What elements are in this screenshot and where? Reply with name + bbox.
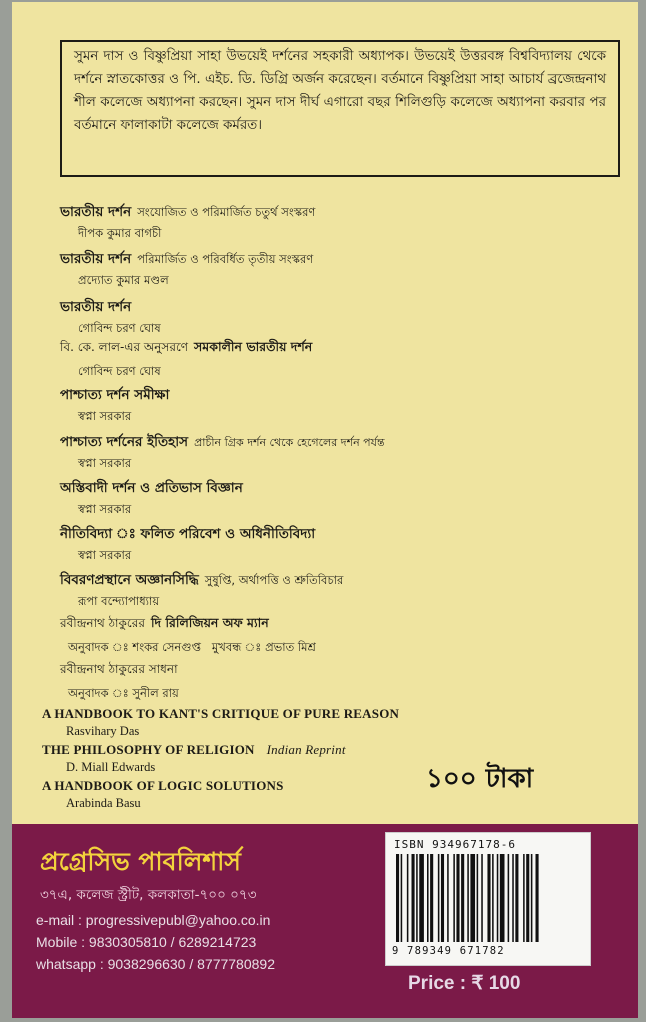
book-subtitle: সুষুপ্তি, অর্থাপত্তি ও শ্রুতিবিচার — [204, 573, 344, 587]
book-title: অস্তিবাদী দর্শন ও প্রতিভাস বিজ্ঞান — [60, 480, 243, 496]
english-book-title: A HANDBOOK OF LOGIC SOLUTIONS — [42, 778, 284, 793]
book-item — [60, 296, 131, 319]
book-title: সমকালীন ভারতীয় দর্শন — [194, 339, 313, 354]
book-title: পাশ্চাত্য দর্শন সমীক্ষা — [60, 387, 170, 403]
book-subtitle: পরিমার্জিত ও পরিবর্ধিত তৃতীয় সংস্করণ — [137, 252, 314, 266]
book-title: দি রিলিজিয়ন অফ ম্যান — [150, 615, 269, 630]
book-title: পাশ্চাত্য দর্শনের ইতিহাস — [60, 434, 189, 450]
book-prefix: রবীন্দ্রনাথ ঠাকুরের — [60, 616, 145, 630]
english-book-note: Indian Reprint — [266, 742, 346, 757]
book-item — [60, 661, 178, 681]
book-author: স্বপ্না সরকার — [78, 409, 132, 423]
book-item — [60, 569, 343, 592]
book-author: স্বপ্না সরকার — [78, 502, 132, 516]
book-author: প্রদ্যোত কুমার মণ্ডল — [78, 273, 169, 287]
book-item — [60, 431, 385, 454]
book-author: অনুবাদক ঃ সুনীল রায় — [68, 686, 179, 700]
publisher-whatsapp: whatsapp : 9038296630 / 8777780892 — [36, 956, 275, 972]
publisher-name: প্রগ্রেসিভ পাবলিশার্স — [40, 847, 241, 876]
publisher-address: ৩৭এ, কলেজ স্ট্রীট, কলকাতা-৭০০ ০৭৩ — [40, 887, 257, 903]
barcode-icon — [392, 854, 584, 944]
book-author: রূপা বন্দ্যোপাধ্যায় — [78, 594, 160, 608]
english-book-author: Arabinda Basu — [66, 796, 141, 810]
publisher-mobile: Mobile : 9830305810 / 6289214723 — [36, 934, 257, 950]
book-title: ভারতীয় দর্শন — [60, 299, 132, 315]
isbn-barcode — [385, 832, 591, 966]
book-author: গোবিন্দ চরণ ঘোষ — [78, 321, 161, 335]
author-bio-box: সুমন দাস ও বিষ্ণুপ্রিয়া সাহা উভয়েই দর্শনের সহকারী অধ্যাপক। উভয়েই উত্তরবঙ্গ বিশ্ববিদ্যালয় থেকে দর্শনে স্নাতকোত্তর ও পি. এইচ. ডি. ডিগ্রি অর্জন করেছেন। বর্তমানে বিষ্ণুপ্রিয়া সাহা আচার্য ব্রজেন্দ্রনাথ শীল কলেজে অধ্যাপনা করছেন। সুমন দাস দীর্ঘ এগারো বছর শিলিগুড়ি কলেজে অধ্যাপনা করবার পর বর্তমানে ফালাকাটা কলেজে কর্মরত। — [60, 40, 620, 177]
back-cover — [12, 2, 638, 1018]
english-book-item — [42, 742, 346, 758]
publisher-band — [12, 824, 638, 1018]
book-title: ভারতীয় দর্শন — [60, 204, 132, 220]
book-author: স্বপ্না সরকার — [78, 456, 132, 470]
book-item — [60, 248, 313, 271]
book-author: দীপক কুমার বাগচী — [78, 226, 162, 240]
book-title: বিবরণপ্রস্থানে অজ্ঞানসিদ্ধি — [60, 572, 199, 588]
isbn-label: ISBN 934967178-6 — [394, 838, 516, 851]
book-subtitle: প্রাচীন গ্রিক দর্শন থেকে হেগেলের দর্শন পর্যন্ত — [194, 436, 385, 449]
english-book-title: THE PHILOSOPHY OF RELIGION — [42, 742, 255, 757]
book-author: অনুবাদক ঃ শংকর সেনগুপ্ত মুখবন্ধ ঃ প্রভাত মিশ্র — [68, 640, 316, 654]
book-author: গোবিন্দ চরণ ঘোষ — [78, 364, 161, 378]
book-prefix: রবীন্দ্রনাথ ঠাকুরের সাধনা — [60, 662, 178, 676]
book-item — [60, 477, 243, 500]
publisher-email: e-mail : progressivepubl@yahoo.co.in — [36, 912, 271, 928]
barcode-digits: 9 789349 671782 — [392, 945, 505, 957]
book-item — [60, 384, 169, 407]
book-item — [60, 615, 269, 635]
book-prefix: বি. কে. লাল-এর অনুসরণে — [60, 340, 189, 354]
book-item — [60, 201, 315, 224]
book-subtitle: সংযোজিত ও পরিমার্জিত চতুর্থ সংস্করণ — [137, 205, 316, 219]
price-label: Price : ₹ 100 — [408, 973, 521, 994]
book-author: স্বপ্না সরকার — [78, 548, 132, 562]
book-title: ভারতীয় দর্শন — [60, 251, 132, 267]
book-title: নীতিবিদ্যা ঃ ফলিত পরিবেশ ও অধিনীতিবিদ্যা — [60, 526, 316, 542]
handwritten-price: ১০০ টাকা — [426, 764, 534, 794]
english-book-author: D. Miall Edwards — [66, 760, 156, 774]
book-item — [60, 523, 315, 546]
english-book-title: A HANDBOOK TO KANT'S CRITIQUE OF PURE REASON — [42, 706, 400, 721]
english-book-author: Rasvihary Das — [66, 724, 140, 738]
book-item — [60, 339, 312, 359]
